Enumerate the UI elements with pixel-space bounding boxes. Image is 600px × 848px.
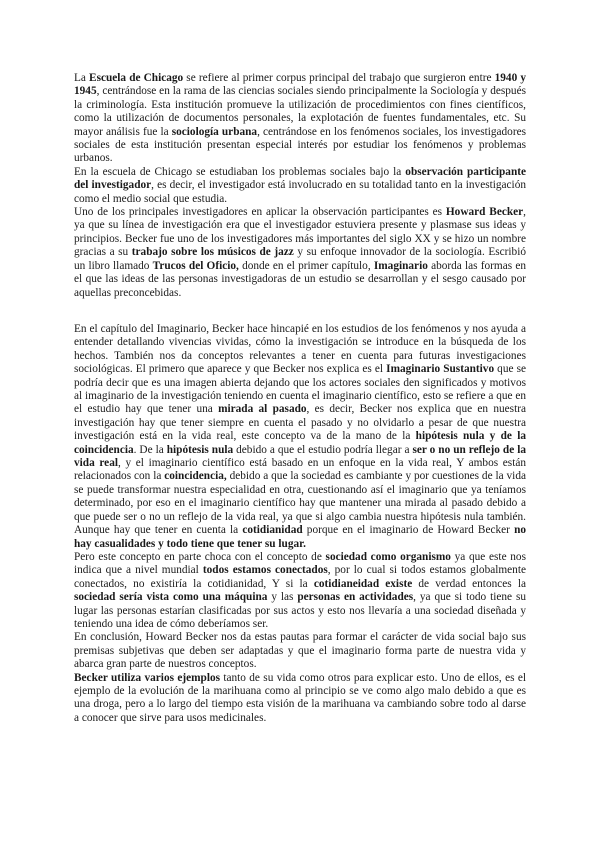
text-run: Pero este concepto en parte choca con el concepto de [74, 550, 326, 563]
text-run: y su enfoque innovador de la sociología. Escribió un libro llamado [74, 246, 526, 272]
text-run: , centrándose en los fenómenos sociales, los investigadores sociales de esta institución presentan especial interés por estudiar los fenómenos y problemas urbanos. [74, 125, 526, 165]
bold-term: Trucos del Oficio, [152, 259, 239, 272]
text-run: debido a que la sociedad es cambiante y por cuestiones de la vida se puede transformar nuestra especialidad en otra, cuestionando así el imaginario que ya teníamos determinado, por eso en el imaginario científico hay que mantener una mirada al pasado debido a que puede ser o no un reflejo de la vida real, ya que si algo cambia nuestra hipótesis nula también. Aunque hay que tener en cuenta la [74, 470, 526, 537]
text-run: , y el imaginario científico está basado en un enfoque en la vida real, Y ambos están relacionados con la [74, 457, 526, 483]
text-section-2 [74, 323, 526, 725]
text-run: tanto de su vida como otros para explicar esto. Uno de ellos, es el ejemplo de la evolución de la marihuana como al principio se ve como algo malo debido a que es una droga, pero a lo largo del tiempo esta visión de la marihuana va cambiando sobre todo al darse a conocer que sirve para usos medicinales. [74, 671, 526, 724]
text-run: La [74, 72, 90, 84]
bold-term: Escuela de Chicago [89, 72, 184, 84]
paragraph [74, 672, 526, 726]
text-run: debido a que el estudio podría llegar a [233, 443, 413, 456]
bold-term: observación participante del investigador [74, 165, 526, 192]
text-run: , es decir, el investigador está involucrado en su totalidad tanto en la investigación como el medio social que estudia. [74, 179, 526, 205]
text-run: , centrándose en la rama de las ciencias sociales siendo principalmente la Sociología y después la criminología. Esta institución promueve la utilización de procedimientos con fines científicos, como la utilización de documentos personales, la explotación de fuentes fundamentales, etc. Su mayor análisis fue la [74, 85, 526, 138]
text-run: y las [267, 591, 298, 604]
bold-term: hipótesis nula y de la coincidencia [74, 430, 526, 456]
bold-term: cotidianeidad existe [313, 577, 413, 590]
bold-term: Imaginario Sustantivo [386, 363, 495, 376]
text-run: se refiere al primer corpus principal del trabajo que surgieron entre [183, 72, 495, 84]
text-run: En la escuela de Chicago se estudiaban los problemas sociales bajo la [74, 165, 406, 178]
text-run: aborda las formas en el que las ideas de las personas investigadoras de un estudio se desarrollan y el sesgo causado por aquellas preconcebidas. [74, 259, 527, 299]
text-run: , ya que su línea de investigación era que el investigador estuviera presente y plasmase sus ideas y principios. Becker fue uno de los investigadores más importantes del siglo XX y se hizo un nombre gracias a su [74, 206, 526, 259]
paragraph [74, 166, 526, 206]
text-run: En conclusión, Howard Becker nos da estas pautas para formar el carácter de vida social bajo sus premisas subjetivas que deben ser adaptadas y que el imaginario forma parte de nuestra vida y abarca gran parte de nuestros conceptos. [74, 631, 526, 671]
bold-term: no hay casualidades y todo tiene que tener su lugar. [74, 524, 526, 550]
bold-term: trabajo sobre los músicos de jazz [131, 246, 294, 259]
bold-term: ser o no un reflejo de la vida real [74, 443, 526, 470]
bold-term: hipótesis nula [166, 443, 234, 456]
bold-term: sociedad sería vista como una máquina [74, 591, 268, 604]
bold-term: coincidencia, [164, 470, 227, 483]
bold-term: cotidianidad [242, 524, 303, 537]
bold-term: todos estamos conectados [202, 564, 328, 577]
bold-term: Imaginario [373, 259, 428, 272]
text-run: ya que este nos indica que a nivel mundial [74, 550, 526, 577]
bold-term: mirada al pasado [218, 403, 307, 416]
paragraph [74, 72, 526, 166]
text-run: porque en el imaginario de Howard Becker [302, 524, 515, 537]
paragraph [74, 323, 526, 551]
text-run: . De la [133, 443, 167, 456]
bold-term: sociología urbana [171, 125, 258, 138]
bold-term: Becker utiliza varios ejemplos [74, 671, 220, 684]
text-run: , es decir, Becker nos explica que en nuestra investigación hay que tener siempre en cuenta el pasado y no olvidarlo a pesar de que nuestra investigación está en la vida real, este concepto va de la mano de la [74, 403, 526, 443]
bold-term: 1940 y 1945 [74, 72, 526, 98]
text-run: En el capítulo del Imaginario, Becker hace hincapié en los estudios de los fenómenos y nos ayuda a entender detallando vivencias vividas, cómo la investigación se introduce en la búsqueda de los hechos. También nos da conceptos relevantes a tener en cuenta para futuras investigaciones sociológicas. El primero que aparece y que Becker nos explica es el [74, 323, 526, 376]
text-run: de verdad entonces la [412, 577, 526, 590]
text-run: Uno de los principales investigadores en aplicar la observación participantes es [74, 206, 446, 219]
text-run: , ya que si todo tiene su lugar las personas estarían clasificadas por sus actos y esto nos llevaría a una sociedad diseñada y teniendo una idea de cómo deberíamos ser. [74, 591, 527, 630]
paragraph [74, 206, 526, 300]
text-run: , por lo cual si todos estamos globalmente conectados, no existiría la cotidianidad, Y si la [74, 564, 526, 590]
bold-term: sociedad como organismo [325, 550, 451, 563]
bold-term: Howard Becker [445, 206, 524, 219]
text-section-1 [74, 72, 526, 300]
bold-term: personas en actividades [297, 591, 414, 604]
text-run: donde en el primer capítulo, [238, 259, 374, 272]
text-run: que se podría decir que es una imagen abierta dejando que los actores sociales den significados y motivos al imaginario de la investigación teniendo en cuenta el imaginario científico, esto se refiere a que en el estudio hay que tener una [74, 363, 527, 416]
paragraph [74, 551, 526, 631]
paragraph [74, 631, 526, 671]
